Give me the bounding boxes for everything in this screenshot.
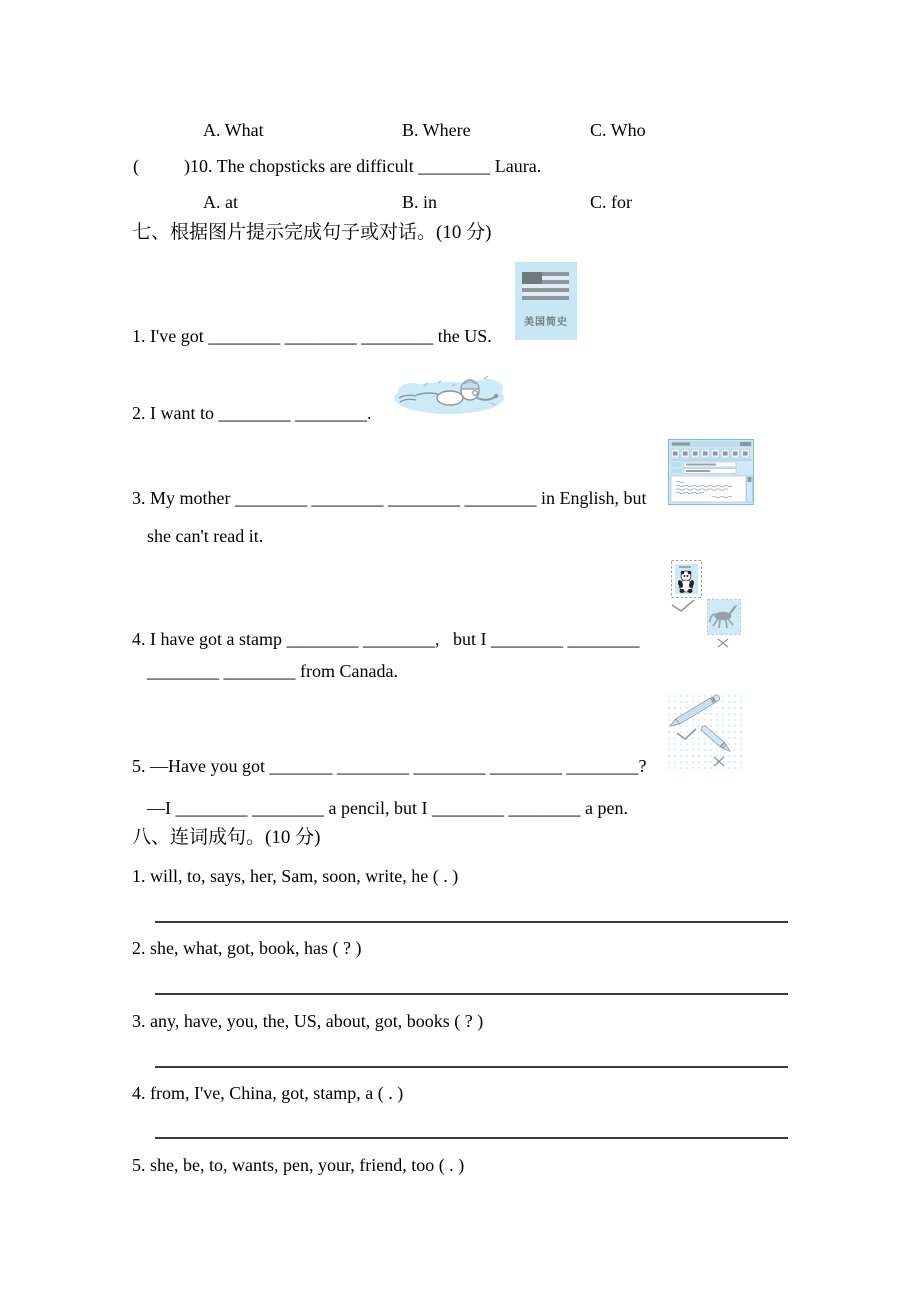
choice-a-row1: A. What: [203, 120, 264, 140]
answer-line-4: [155, 1137, 788, 1139]
s7-item-2: 2. I want to ________ ________.: [132, 403, 372, 423]
swimmer-image: [392, 368, 507, 418]
pencil-image: [668, 694, 720, 729]
pen-image: [700, 725, 732, 754]
section-7-heading: 七、根据图片提示完成句子或对话。(10 分): [132, 222, 492, 243]
s7-item-4-line2: ________ ________ from Canada.: [147, 661, 398, 681]
check-icon: [672, 600, 694, 611]
us-history-book-image: [515, 262, 577, 340]
answer-line-2: [155, 993, 788, 995]
pencil-pen-image: [666, 693, 744, 771]
s8-item-4: 4. from, I've, China, got, stamp, a ( . ): [132, 1083, 404, 1103]
cross-icon: [714, 757, 724, 766]
book-title-text: 美国简史: [524, 317, 568, 328]
answer-line-1: [155, 921, 788, 923]
choice-b-row1: B. Where: [402, 120, 471, 140]
s7-item-5-line2: —I ________ ________ a pencil, but I ________ ________ a pen.: [147, 798, 628, 818]
check-icon: [677, 729, 696, 739]
choice-c-row2: C. for: [590, 192, 632, 212]
choice-a-row2: A. at: [203, 192, 238, 212]
email-window-image: [668, 439, 754, 505]
us-flag-icon: [522, 272, 569, 300]
s8-item-1: 1. will, to, says, her, Sam, soon, write, he ( . ): [132, 866, 459, 886]
question-10: ( )10. The chopsticks are difficult ________ Laura.: [133, 156, 542, 176]
s7-item-5-line1: 5. —Have you got _______ ________ ________ ________ ________?: [132, 756, 647, 776]
s8-item-2: 2. she, what, got, book, has ( ? ): [132, 938, 362, 958]
section-8-heading: 八、连词成句。(10 分): [132, 827, 321, 848]
answer-line-3: [155, 1066, 788, 1068]
s7-item-3-line2: she can't read it.: [147, 526, 264, 546]
s7-item-3-line1: 3. My mother ________ ________ ________ ________ in English, but: [132, 488, 647, 508]
stamps-image: [668, 558, 744, 650]
s8-item-5: 5. she, be, to, wants, pen, your, friend, too ( . ): [132, 1155, 465, 1175]
s7-item-1: 1. I've got ________ ________ ________ the US.: [132, 326, 492, 346]
panda-stamp-image: [672, 561, 702, 598]
s7-item-4-line1: 4. I have got a stamp ________ ________, but I ________ ________: [132, 629, 640, 649]
choice-c-row1: C. Who: [590, 120, 646, 140]
horse-stamp-image: [708, 600, 741, 635]
choice-b-row2: B. in: [402, 192, 438, 212]
s8-item-3: 3. any, have, you, the, US, about, got, books ( ? ): [132, 1011, 484, 1031]
cross-icon: [718, 639, 728, 647]
